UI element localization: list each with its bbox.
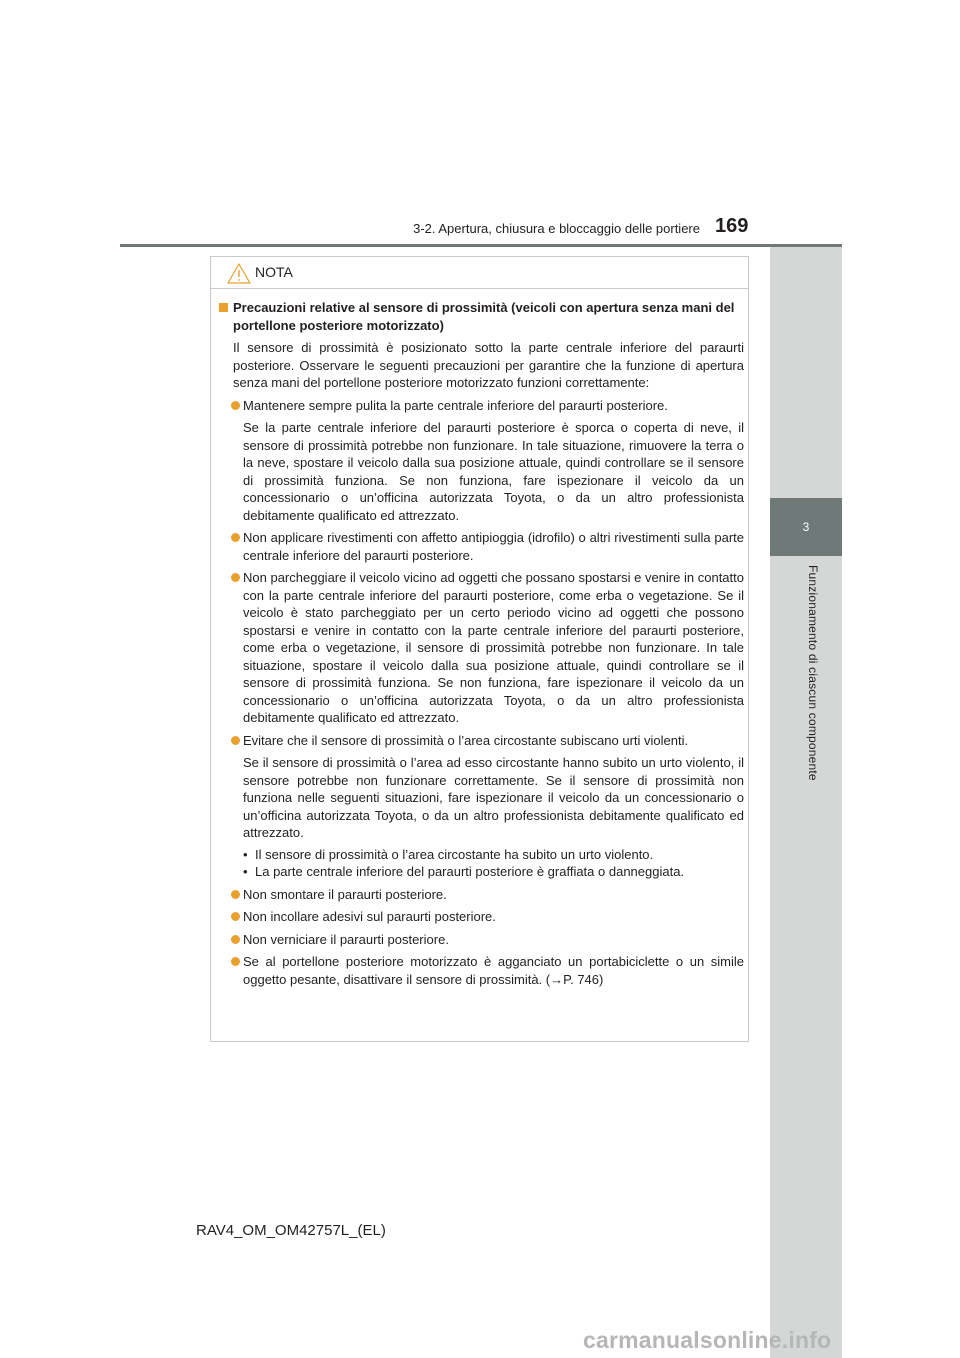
list-item bbox=[217, 397, 744, 415]
list-item-text: Mantenere sempre pulita la parte centrale inferiore del paraurti posteriore. bbox=[243, 397, 668, 413]
list-item bbox=[217, 732, 744, 750]
list-item-text: Non applicare rivestimenti con affetto antipioggia (idrofilo) o altri rivestimenti sulla parte centrale inferiore del paraurti posteriore. bbox=[243, 530, 744, 563]
chapter-title: Funzionamento di ciascun componente bbox=[806, 565, 820, 781]
list-item bbox=[217, 931, 744, 949]
sub-list-item-text: Il sensore di prossimità o l’area circostante ha subito un urto violento. bbox=[255, 846, 654, 862]
list-item bbox=[217, 569, 744, 727]
list-item-detail: Se la parte centrale inferiore del paraurti posteriore è sporca o coperta di neve, il sensore di prossimità potrebbe non funzionare. In tale situazione, rimuovere la terra o la neve, spostare il veicolo dalla sua posizione attuale, quindi controllare se il sensore di prossimità funziona. Se non funziona, fare ispezionare il veicolo da un concessionario o un’officina autorizzata Toyota, o da un altro professionista debitamente qualificato ed attrezzato. bbox=[243, 420, 744, 523]
list-item-text: Evitare che il sensore di prossimità o l’area circostante subiscano urti violenti. bbox=[243, 732, 689, 748]
chapter-number: 3 bbox=[802, 520, 810, 534]
list-item-text: Non verniciare il paraurti posteriore. bbox=[243, 931, 449, 947]
chapter-tab bbox=[770, 498, 842, 556]
square-bullet-icon bbox=[219, 303, 228, 312]
sub-list bbox=[217, 846, 744, 881]
manual-code: RAV4_OM_OM42757L_(EL) bbox=[196, 1222, 386, 1239]
intro-paragraph: Il sensore di prossimità è posizionato sotto la parte centrale inferiore del paraurti posteriore. Osservare le seguenti precauzioni per garantire che la funzione di apertura senza mani del portellone posteriore motorizzato funzioni correttamente: bbox=[233, 340, 744, 390]
watermark[interactable]: carmanualsonline.info bbox=[583, 1327, 832, 1353]
list-item bbox=[217, 953, 744, 988]
note-box bbox=[210, 256, 749, 1042]
section-heading-text: Precauzioni relative al sensore di prossimità (veicoli con apertura senza mani del portellone posteriore motorizzato) bbox=[233, 300, 735, 333]
note-title: NOTA bbox=[255, 264, 293, 280]
note-header bbox=[211, 257, 748, 289]
list-item-text: Non incollare adesivi sul paraurti posteriore. bbox=[243, 909, 496, 924]
circle-bullet-icon bbox=[231, 401, 240, 410]
note-body bbox=[217, 299, 744, 988]
list-item-text: Non parcheggiare il veicolo vicino ad oggetti che possano spostarsi e venire in contatto con la parte centrale inferiore del paraurti posteriore, come erba o vegetazione. Se il veicolo è stato parcheggiato per un certo periodo vicino ad oggetti che possono spostarsi e venire in contatto con la parte centrale inferiore del paraurti posteriore, come erba o vegetazione, il sensore di prossimità potrebbe non funzionare. In tale situazione, spostare il veicolo dalla sua posizione attuale, quindi controllare se il sensore di prossimità funziona. Se non funziona, fare ispezionare il veicolo da un concessionario o un’officina autorizzata Toyota, o da un altro professionista debitamente qualificato ed attrezzato. bbox=[243, 570, 744, 725]
circle-bullet-icon bbox=[231, 573, 240, 582]
list-item bbox=[217, 886, 744, 904]
list-item bbox=[217, 529, 744, 564]
section-heading bbox=[217, 299, 744, 334]
dot-bullet-icon: • bbox=[243, 864, 248, 879]
sub-list-item bbox=[243, 863, 744, 881]
dot-bullet-icon: • bbox=[243, 846, 248, 862]
circle-bullet-icon bbox=[231, 935, 240, 944]
circle-bullet-icon bbox=[231, 736, 240, 745]
list-item-text: Se al portellone posteriore motorizzato è agganciato un portabiciclette o un simile oggetto pesante, disattivare il sensore di prossimità. (→P. 746) bbox=[243, 954, 744, 987]
page-number: 169 bbox=[715, 215, 749, 237]
sub-list-item-text: La parte centrale inferiore del paraurti posteriore è graffiata o danneggiata. bbox=[255, 864, 685, 879]
sub-list-item bbox=[243, 846, 744, 864]
list-item bbox=[217, 908, 744, 926]
header-rule bbox=[120, 244, 842, 247]
section-title: 3-2. Apertura, chiusura e bloccaggio delle portiere bbox=[413, 221, 700, 236]
side-strip bbox=[770, 247, 842, 1358]
circle-bullet-icon bbox=[231, 957, 240, 966]
list-item-detail: Se il sensore di prossimità o l’area ad esso circostante hanno subito un urto violento, il sensore potrebbe non funzionare correttamente. Se il sensore di prossimità non funziona nelle seguenti situazioni, fare ispezionare il veicolo da un concessionario o un’officina autorizzata Toyota, o da un altro professionista debitamente qualificato ed attrezzato. bbox=[243, 755, 744, 840]
circle-bullet-icon bbox=[231, 533, 240, 542]
warning-icon bbox=[227, 263, 251, 284]
circle-bullet-icon bbox=[231, 912, 240, 921]
list-item-text: Non smontare il paraurti posteriore. bbox=[243, 886, 447, 902]
circle-bullet-icon bbox=[231, 890, 240, 899]
